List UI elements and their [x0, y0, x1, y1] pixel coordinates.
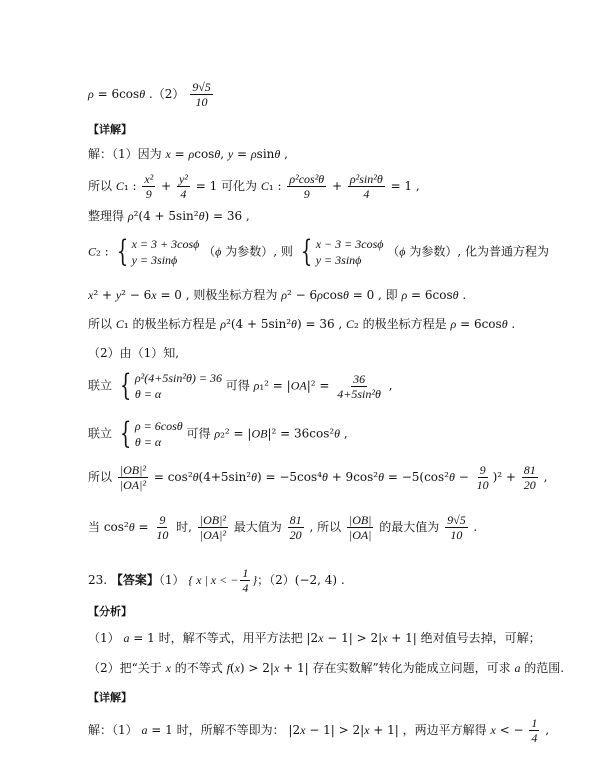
solution-line: 整理得 ρ²(4 + 5sin²θ) = 36 ,	[88, 209, 250, 223]
analysis-line: （1） a = 1 时，解不等式，用平方法把 |2x − 1| > 2|x + 1| 绝对值号去掉，可解；	[88, 631, 541, 645]
solution-line: 解：（1）因为 x = ρcosθ, y = ρsinθ ,	[88, 147, 288, 161]
solution-line: 当 cos²θ = $\frac{9}{10}$ 时, $\frac{\text{|OB|²}}{\text{|OA|²}}$ 最大值为 $\frac{81}{20}$ , 所以 $\frac{|OB|}{|OA|}$ 的最大值为 $\frac{9√5}{10}$ .	[88, 513, 478, 542]
analysis-line: （2）把“关于 x 的不等式 f(x) > 2|x + 1| 存在实数解”转化为能成立问题，可求 a 的范围.	[88, 661, 565, 675]
answer-line-23: 23. 【答案】（1） { x | x < − $\frac{1}{4}$ }；（2）(−2, 4) .	[88, 566, 345, 595]
section-heading-detail: 【详解】	[88, 123, 132, 136]
solution-line: C₂ : { x = 3 + 3cosϕ y = 3sinϕ （ϕ 为参数）, 则 { x − 3 = 3cosϕ y = 3sinϕ （ϕ 为参数）, 化为普通方程为	[88, 234, 549, 269]
section-heading-detail-2: 【详解】	[88, 691, 132, 704]
section-heading-analysis: 【分析】	[88, 605, 132, 618]
solution-line: 解：（1） a = 1 时，所解不等即为： |2x − 1| > 2|x + 1| ，两边平方解得 x < − $\frac{1}{4}$ ,	[88, 716, 550, 745]
solution-line: 所以 C₁ : $\frac{\text{x²}}{9}$ + $\frac{\text{y²}}{4}$ = 1 可化为 C₁ : $\frac{\text{ρ²cos²θ}}{9}$ + $\frac{\text{ρ²sin²θ}}{4}$ = 1 ,	[88, 172, 420, 201]
solution-line: 所以 $\frac{\text{|OB|²}}{\text{|OA|²}}$ = cos²θ(4+5sin²θ) = −5cos⁴θ + 9cos²θ = −5(cos²θ − $\frac{9}{10}$ )² + $\frac{81}{20}$ ,	[88, 463, 548, 492]
solution-line: （2）由（1）知,	[88, 346, 180, 360]
solution-line: 联立 { ρ²(4+5sin²θ) = 36 θ = α 可得 ρ₁² = |OA|² = $\frac{36}{\text{4+5sin²θ}}$ ,	[88, 368, 393, 403]
solution-line: x² + y² − 6x = 0 , 则极坐标方程为 ρ² − 6ρcosθ = 0 , 即 ρ = 6cosθ .	[88, 288, 467, 302]
solution-line: 联立 { ρ = 6cosθ θ = α 可得 ρ₂² = |OB|² = 36cos²θ ,	[88, 416, 348, 451]
answer-line-22: ρ = 6cosθ .（2） $\frac{9√5}{10}$	[88, 80, 211, 109]
solution-line: 所以 C₁ 的极坐标方程是 ρ²(4 + 5sin²θ) = 36 , C₂ 的极坐标方程是 ρ = 6cosθ .	[88, 317, 516, 331]
